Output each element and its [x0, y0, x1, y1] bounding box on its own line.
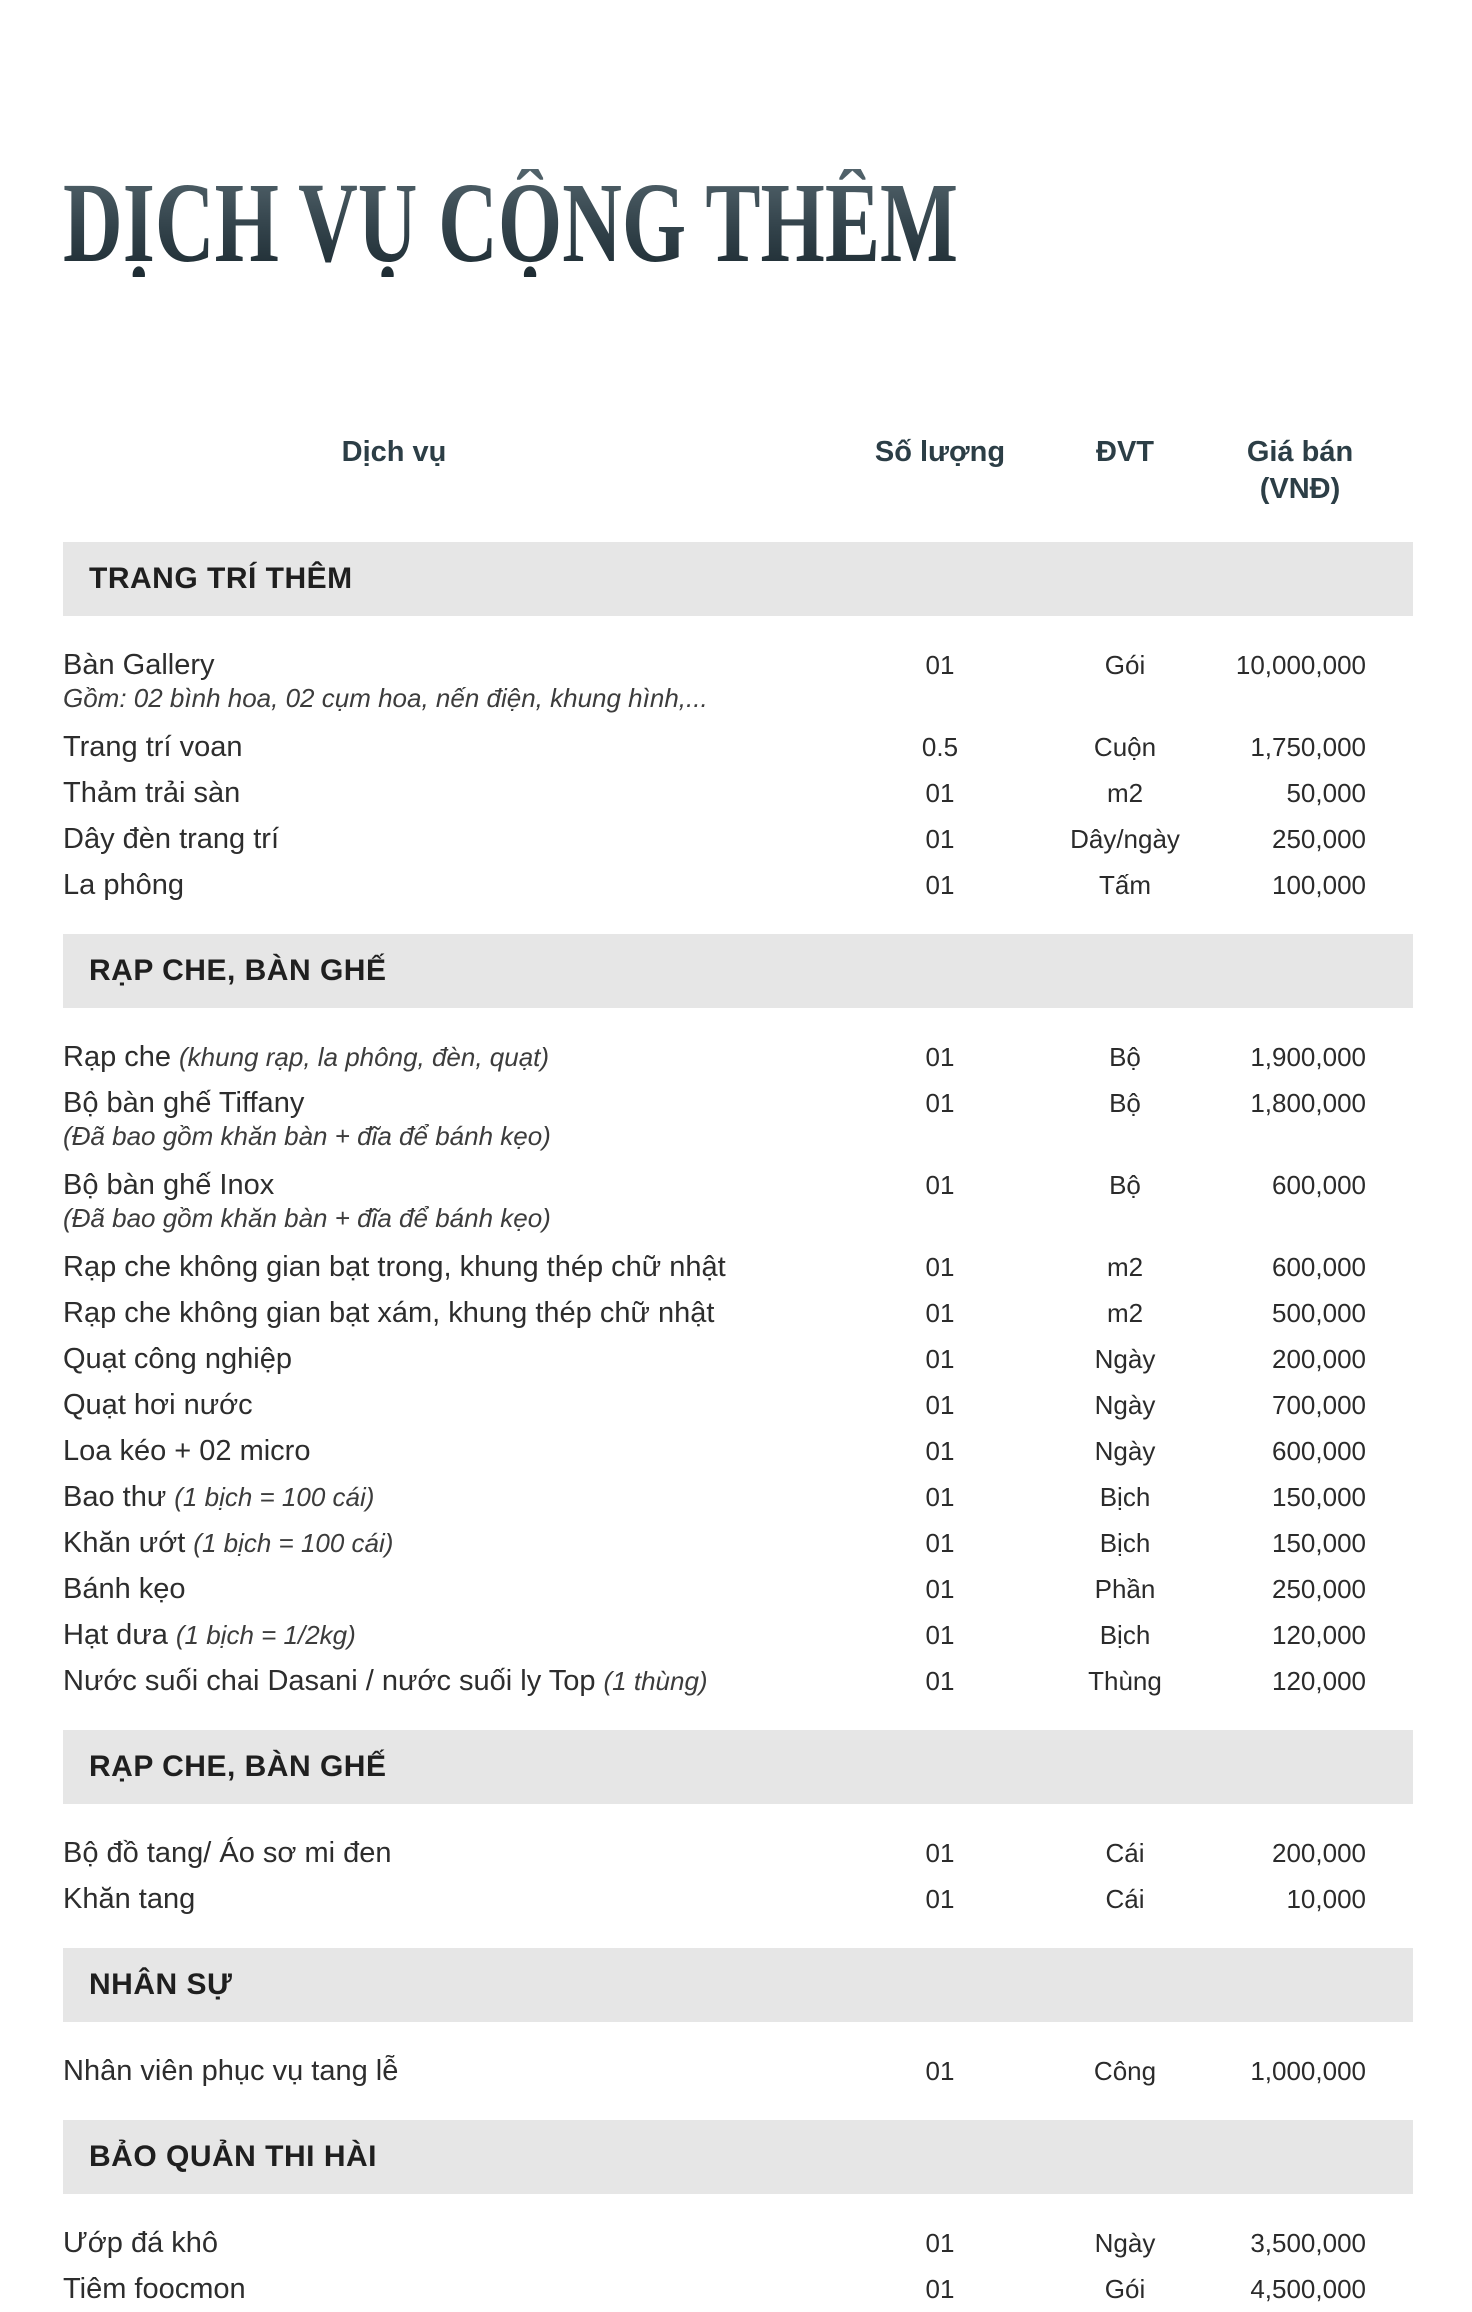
quantity-value: 01	[925, 1528, 955, 1559]
price-value: 600,000	[1272, 1170, 1366, 1201]
service-cell	[63, 1612, 855, 1658]
quantity-value: 01	[925, 1344, 955, 1375]
unit-value: Tấm	[1099, 870, 1151, 901]
section-header	[63, 542, 1413, 616]
price-value: 500,000	[1272, 1298, 1366, 1329]
unit-value: Công	[1093, 2056, 1157, 2087]
quantity-value: 01	[925, 1666, 955, 1697]
price-value: 10,000	[1286, 1884, 1366, 1915]
page-title: DỊCH VỤ CỘNG THÊM	[63, 159, 959, 286]
price-value: 600,000	[1272, 1252, 1366, 1283]
table-row	[63, 2220, 1413, 2266]
unit-value: Bộ	[1109, 1170, 1141, 1201]
table-row	[63, 816, 1413, 862]
price-value: 10,000,000	[1235, 650, 1366, 681]
quantity-value: 01	[925, 2056, 955, 2087]
table-row	[63, 2266, 1413, 2312]
quantity-value: 01	[925, 1884, 955, 1915]
price-value: 200,000	[1272, 1838, 1366, 1869]
unit-value: Gói	[1104, 650, 1146, 681]
table-row	[63, 1830, 1413, 1876]
table-row	[63, 1658, 1413, 1704]
service-cell	[63, 862, 855, 908]
section-header	[63, 934, 1413, 1008]
service-name: Nước suối chai Dasani / nước suối ly Top	[63, 1665, 596, 1698]
unit-value: Ngày	[1094, 1344, 1156, 1375]
service-cell	[63, 1162, 855, 1244]
unit-value: Bộ	[1109, 1088, 1141, 1119]
service-note: (1 bịch = 100 cái)	[174, 1482, 375, 1513]
quantity-value: 01	[925, 1838, 955, 1869]
quantity-value: 0.5	[921, 732, 959, 763]
table-row	[63, 1162, 1413, 1244]
table-body	[63, 542, 1413, 2312]
service-cell	[63, 2266, 855, 2312]
service-cell	[63, 770, 855, 816]
service-cell	[63, 1658, 855, 1704]
service-name: Ướp đá khô	[63, 2227, 219, 2260]
table-row	[63, 1566, 1413, 1612]
quantity-value: 01	[925, 1482, 955, 1513]
table-row	[63, 862, 1413, 908]
service-name: Trang trí voan	[63, 731, 243, 764]
service-cell	[63, 1474, 855, 1520]
unit-value: Cuộn	[1093, 732, 1157, 763]
unit-value: Phần	[1094, 1574, 1156, 1605]
quantity-value: 01	[925, 1390, 955, 1421]
col-header-quantity: Số lượng	[874, 436, 1006, 469]
quantity-value: 01	[925, 2228, 955, 2259]
section-label: RẠP CHE, BÀN GHẾ	[89, 954, 387, 988]
service-cell	[63, 816, 855, 862]
unit-value: m2	[1106, 1252, 1144, 1283]
service-cell	[63, 1244, 855, 1290]
table-row	[63, 1428, 1413, 1474]
service-cell	[63, 1382, 855, 1428]
price-value: 150,000	[1272, 1528, 1366, 1559]
section-header	[63, 1948, 1413, 2022]
table-row	[63, 770, 1413, 816]
price-value: 1,800,000	[1250, 1088, 1366, 1119]
section-header	[63, 2120, 1413, 2194]
service-cell	[63, 2048, 855, 2094]
unit-value: Dây/ngày	[1070, 824, 1180, 855]
service-cell	[63, 1336, 855, 1382]
unit-value: Thùng	[1088, 1666, 1162, 1697]
service-name: Bộ bàn ghế Tiffany	[63, 1087, 305, 1120]
unit-value: Bịch	[1099, 1528, 1151, 1559]
service-name: Bàn Gallery	[63, 649, 215, 682]
price-value: 1,750,000	[1250, 732, 1366, 763]
quantity-value: 01	[925, 870, 955, 901]
unit-value: Cái	[1105, 1884, 1145, 1915]
service-note: (1 bịch = 1/2kg)	[175, 1620, 356, 1651]
quantity-value: 01	[925, 1574, 955, 1605]
price-value: 1,000,000	[1250, 2056, 1366, 2087]
service-cell	[63, 2220, 855, 2266]
unit-value: Bịch	[1099, 1620, 1151, 1651]
price-value: 700,000	[1272, 1390, 1366, 1421]
unit-value: Cái	[1105, 1838, 1145, 1869]
price-value: 250,000	[1272, 824, 1366, 855]
col-header-price-line1: Giá bán	[1246, 436, 1354, 469]
service-name: Thảm trải sàn	[63, 777, 241, 810]
unit-value: Gói	[1104, 2274, 1146, 2305]
table-row	[63, 2048, 1413, 2094]
price-value: 50,000	[1286, 778, 1366, 809]
service-cell	[63, 642, 855, 724]
table-row	[63, 1290, 1413, 1336]
table-row	[63, 1520, 1413, 1566]
service-cell	[63, 1566, 855, 1612]
service-name: Tiêm foocmon	[63, 2273, 246, 2306]
service-name: Bánh kẹo	[63, 1573, 186, 1606]
quantity-value: 01	[925, 1252, 955, 1283]
col-header-price-line2: (VNĐ)	[1259, 473, 1341, 506]
price-value: 4,500,000	[1250, 2274, 1366, 2305]
service-cell	[63, 1080, 855, 1162]
table-row	[63, 1244, 1413, 1290]
service-note: (Đã bao gồm khăn bàn + đĩa để bánh kẹo)	[63, 1121, 551, 1152]
quantity-value: 01	[925, 1620, 955, 1651]
service-name: Hạt dưa	[63, 1619, 168, 1652]
table-row	[63, 1080, 1413, 1162]
service-name: Bộ đồ tang/ Áo sơ mi đen	[63, 1837, 392, 1870]
quantity-value: 01	[925, 2274, 955, 2305]
quantity-value: 01	[925, 1436, 955, 1467]
col-header-unit: ĐVT	[1096, 436, 1154, 469]
price-value: 100,000	[1272, 870, 1366, 901]
table-row	[63, 642, 1413, 724]
quantity-value: 01	[925, 1088, 955, 1119]
unit-value: m2	[1106, 1298, 1144, 1329]
service-name: Quạt hơi nước	[63, 1389, 253, 1422]
quantity-value: 01	[925, 778, 955, 809]
service-name: La phông	[63, 869, 184, 902]
service-name: Dây đèn trang trí	[63, 823, 279, 856]
price-value: 120,000	[1272, 1666, 1366, 1697]
service-note: (Đã bao gồm khăn bàn + đĩa để bánh kẹo)	[63, 1203, 551, 1234]
table-row	[63, 1382, 1413, 1428]
quantity-value: 01	[925, 650, 955, 681]
service-cell	[63, 1520, 855, 1566]
table-row	[63, 1336, 1413, 1382]
quantity-value: 01	[925, 1042, 955, 1073]
service-cell	[63, 1290, 855, 1336]
service-name: Rạp che không gian bạt xám, khung thép chữ nhật	[63, 1297, 715, 1330]
quantity-value: 01	[925, 824, 955, 855]
price-value: 120,000	[1272, 1620, 1366, 1651]
section-header	[63, 1730, 1413, 1804]
service-cell	[63, 1034, 855, 1080]
price-value: 150,000	[1272, 1482, 1366, 1513]
table-row	[63, 724, 1413, 770]
service-name: Khăn ướt	[63, 1527, 186, 1560]
service-name: Quạt công nghiệp	[63, 1343, 292, 1376]
service-name: Loa kéo + 02 micro	[63, 1435, 311, 1468]
service-name: Nhân viên phục vụ tang lễ	[63, 2055, 399, 2088]
service-note: Gồm: 02 bình hoa, 02 cụm hoa, nến điện, khung hình,...	[63, 683, 708, 714]
price-value: 3,500,000	[1250, 2228, 1366, 2259]
service-cell	[63, 1830, 855, 1876]
service-note: (1 bịch = 100 cái)	[193, 1528, 394, 1559]
col-header-price	[1225, 434, 1413, 508]
unit-value: m2	[1106, 778, 1144, 809]
price-value: 250,000	[1272, 1574, 1366, 1605]
service-name: Bộ bàn ghế Inox	[63, 1169, 275, 1202]
price-value: 600,000	[1272, 1436, 1366, 1467]
quantity-value: 01	[925, 1170, 955, 1201]
service-cell	[63, 724, 855, 770]
table-row	[63, 1034, 1413, 1080]
section-label: TRANG TRÍ THÊM	[89, 562, 353, 596]
service-note: (1 thùng)	[603, 1666, 708, 1697]
service-name: Rạp che không gian bạt trong, khung thép chữ nhật	[63, 1251, 726, 1284]
service-note: (khung rạp, la phông, đèn, quạt)	[179, 1042, 550, 1073]
table-row	[63, 1612, 1413, 1658]
col-header-service: Dịch vụ	[341, 436, 447, 469]
unit-value: Bịch	[1099, 1482, 1151, 1513]
service-name: Rạp che	[63, 1041, 172, 1074]
service-name: Khăn tang	[63, 1883, 196, 1916]
section-label: RẠP CHE, BÀN GHẾ	[89, 1750, 387, 1784]
quantity-value: 01	[925, 1298, 955, 1329]
unit-value: Bộ	[1109, 1042, 1141, 1073]
price-value: 200,000	[1272, 1344, 1366, 1375]
table-row	[63, 1474, 1413, 1520]
service-cell	[63, 1876, 855, 1922]
price-value: 1,900,000	[1250, 1042, 1366, 1073]
unit-value: Ngày	[1094, 1436, 1156, 1467]
section-label: NHÂN SỰ	[89, 1968, 233, 2002]
service-name: Bao thư	[63, 1481, 167, 1514]
table-header-row	[63, 434, 1413, 508]
unit-value: Ngày	[1094, 2228, 1156, 2259]
section-label: BẢO QUẢN THI HÀI	[89, 2140, 377, 2174]
table-row	[63, 1876, 1413, 1922]
unit-value: Ngày	[1094, 1390, 1156, 1421]
service-cell	[63, 1428, 855, 1474]
